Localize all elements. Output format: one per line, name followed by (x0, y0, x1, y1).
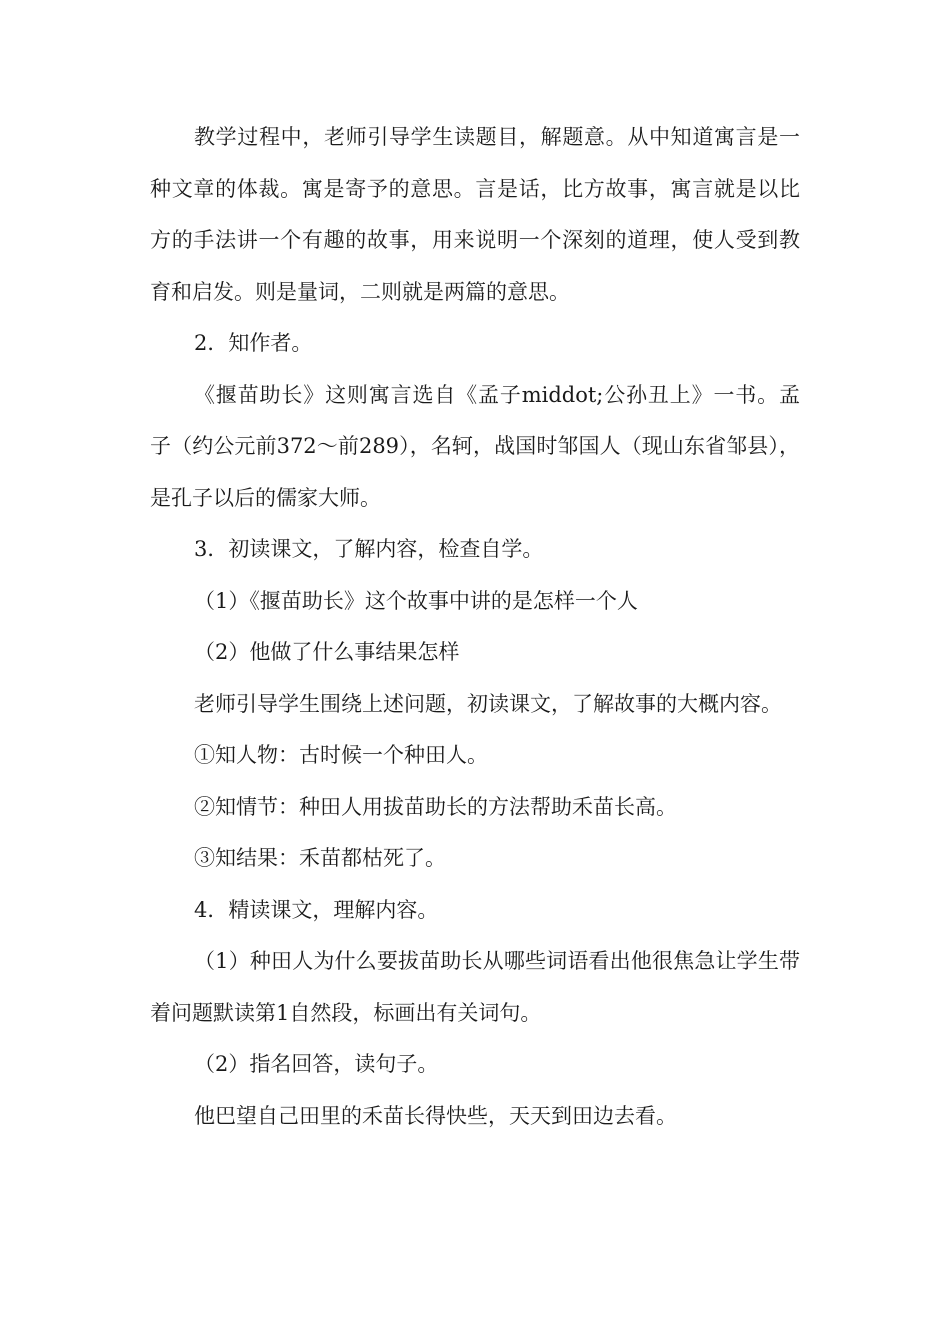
paragraph-why-pull-seedlings: （1）种田人为什么要拔苗助长从哪些词语看出他很焦急让学生带着问题默读第1自然段，标画出有关词句。 (150, 949, 800, 1025)
paragraph-know-character: ①知人物：古时候一个种田人。 (194, 743, 488, 767)
document-page (150, 112, 800, 1142)
paragraph-question-2: （2）他做了什么事结果怎样 (194, 640, 460, 664)
paragraph-close-reading: 4．精读课文，理解内容。 (194, 897, 439, 922)
paragraph-know-plot: ②知情节：种田人用拔苗助长的方法帮助禾苗长高。 (194, 794, 677, 819)
paragraph-source-mencius: 《揠苗助长》这则寓言选自《孟子middot;公孙丑上》一书。孟子（约公元前372～前289），名轲，战国时邹国人（现山东省邹县），是孔子以后的儒家大师。 (150, 382, 800, 510)
paragraph-answer-read: （2）指名回答，读句子。 (194, 1052, 439, 1076)
paragraph-teacher-guide: 老师引导学生围绕上述问题，初读课文，了解故事的大概内容。 (194, 691, 782, 716)
paragraph-fable-definition: 教学过程中，老师引导学生读题目，解题意。从中知道寓言是一种文章的体裁。寓是寄予的意思。言是话，比方故事，寓言就是以比方的手法讲一个有趣的故事，用来说明一个深刻的道理，使人受到教育和启发。则是量词，二则就是两篇的意思。 (150, 125, 800, 304)
paragraph-know-result: ③知结果：禾苗都枯死了。 (194, 846, 446, 870)
paragraph-question-1: （1）《揠苗助长》这个故事中讲的是怎样一个人 (194, 588, 638, 613)
paragraph-quote-farmer: 他巴望自己田里的禾苗长得快些，天天到田边去看。 (194, 1103, 677, 1128)
paragraph-first-reading: 3．初读课文，了解内容，检查自学。 (194, 537, 544, 561)
paragraph-know-author: 2．知作者。 (194, 331, 313, 355)
